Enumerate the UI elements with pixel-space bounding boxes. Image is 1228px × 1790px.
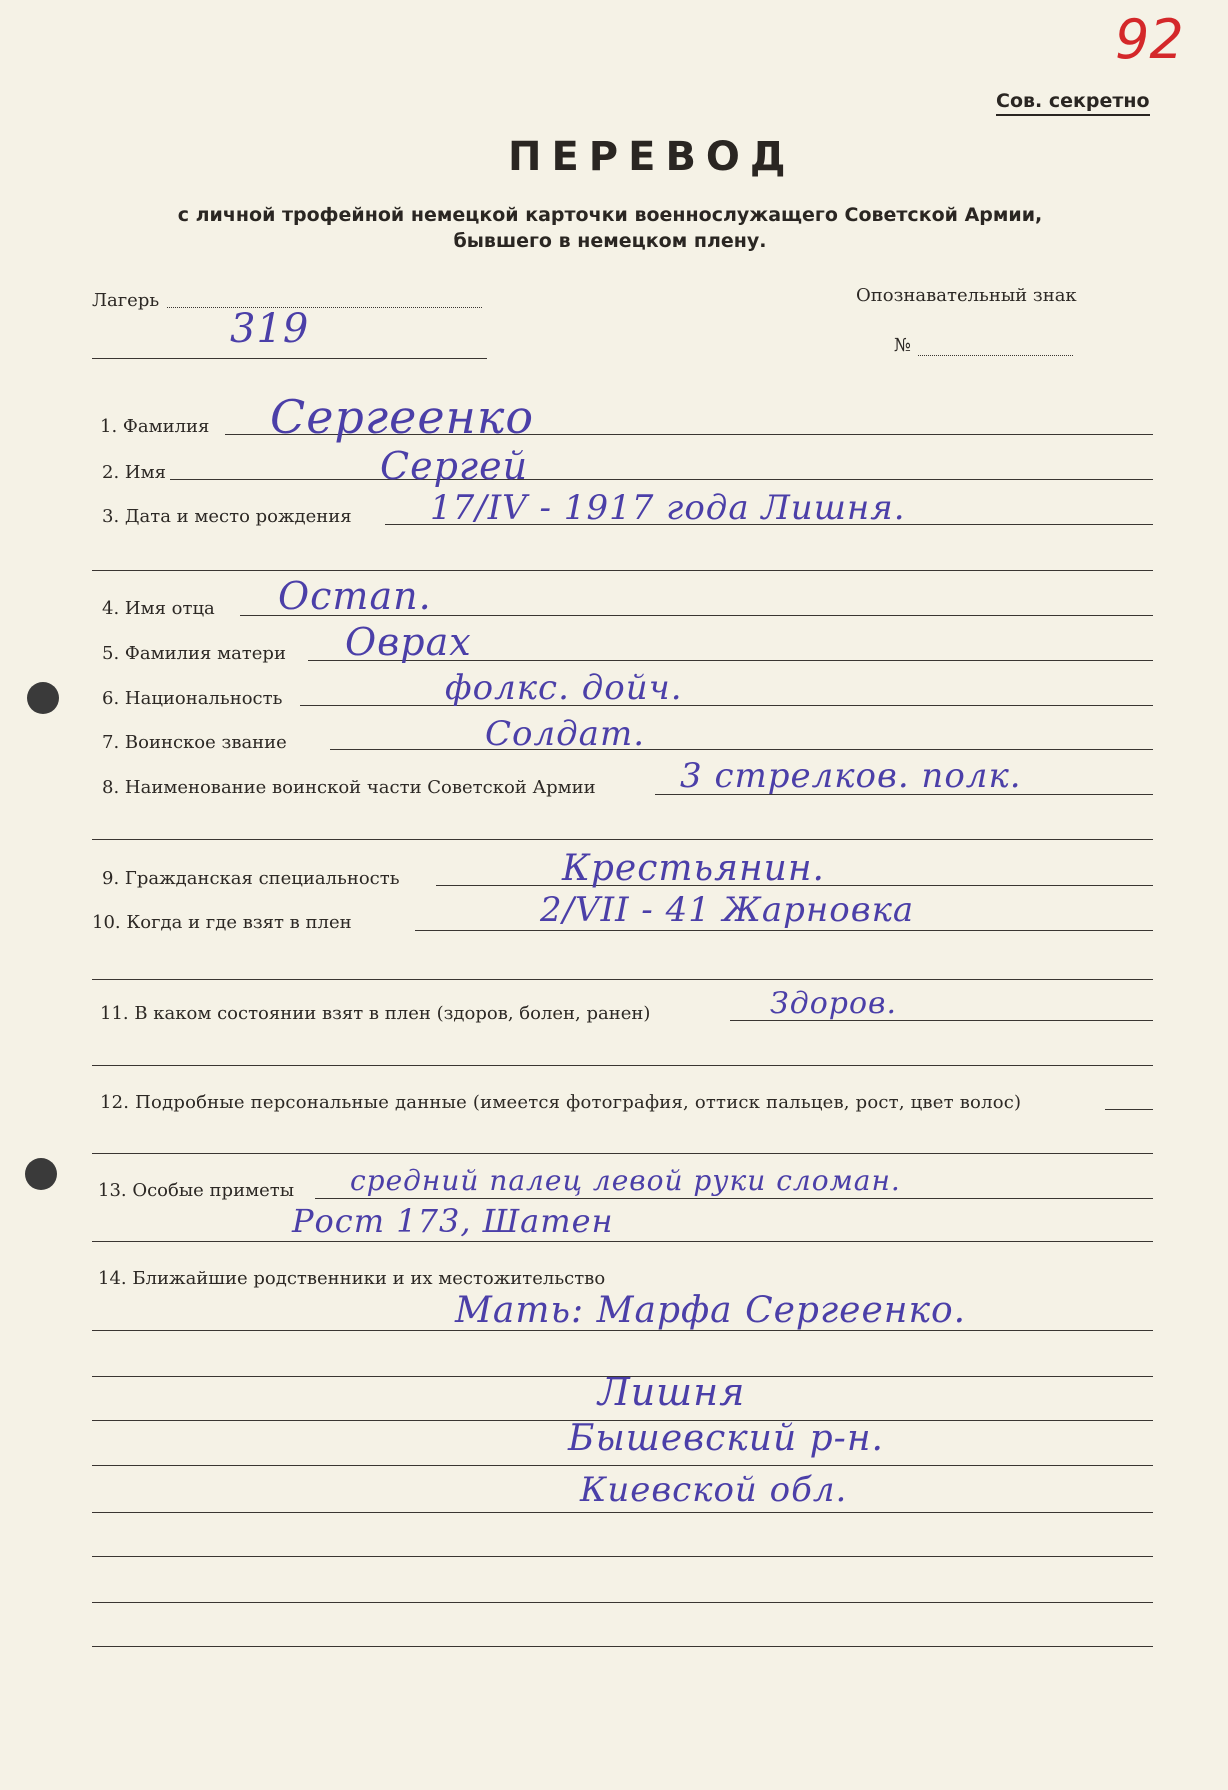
id-tag-dotted-line [918, 355, 1073, 356]
father-value: Остап. [278, 574, 432, 618]
relatives-line-7 [92, 1646, 1153, 1647]
punch-hole-top [27, 682, 59, 714]
marks-line-2 [92, 1241, 1153, 1242]
classification-stamp: Сов. секретно [996, 90, 1150, 116]
camp-value: 319 [230, 306, 310, 352]
captured-value: 2/VII - 41 Жарновка [540, 890, 915, 930]
birth-label: 3. Дата и место рождения [102, 506, 352, 527]
personal-line [1105, 1109, 1153, 1110]
relatives-value-2: Лишня [598, 1370, 746, 1414]
id-tag-number-label: № [894, 335, 912, 356]
rank-label: 7. Воинское звание [102, 732, 287, 753]
rank-value: Солдат. [485, 714, 645, 754]
nationality-line [300, 705, 1153, 706]
relatives-line-4 [92, 1512, 1153, 1513]
mother-label: 5. Фамилия матери [102, 643, 286, 664]
rank-line [330, 749, 1153, 750]
unit-label: 8. Наименование воинской части Советской Армии [102, 777, 596, 798]
nationality-label: 6. Национальность [102, 688, 283, 709]
captured-line-2 [92, 979, 1153, 980]
relatives-value-3: Бышевский р-н. [568, 1418, 884, 1459]
relatives-line-3 [92, 1465, 1153, 1466]
personal-label: 12. Подробные персональные данные (имеется фотография, оттиск пальцев, рост, цвет волос) [100, 1092, 1022, 1113]
birth-value: 17/IV - 1917 года Лишня. [430, 488, 906, 528]
profession-value: Крестьянин. [562, 848, 825, 889]
document-subtitle [140, 202, 1080, 254]
sheet-number: 92 [1115, 8, 1184, 71]
punch-hole-bottom [25, 1158, 57, 1190]
camp-underline [92, 358, 487, 359]
relatives-value-4: Киевской обл. [580, 1470, 848, 1510]
surname-label: 1. Фамилия [100, 416, 210, 437]
captured-line [415, 930, 1153, 931]
personal-line-2 [92, 1153, 1153, 1154]
relatives-value-1: Мать: Марфа Сергеенко. [455, 1290, 967, 1331]
relatives-line-6 [92, 1602, 1153, 1603]
id-tag-label: Опознавательный знак [856, 285, 1077, 306]
unit-line-2 [92, 839, 1153, 840]
marks-line [315, 1198, 1153, 1199]
condition-value: Здоров. [770, 986, 898, 1021]
surname-value: Сергеенко [270, 390, 535, 444]
mother-value: Оврах [345, 620, 472, 664]
unit-value: 3 стрелков. полк. [680, 756, 1022, 796]
marks-label: 13. Особые приметы [98, 1180, 295, 1201]
name-label: 2. Имя [102, 462, 166, 483]
marks-value-2: Рост 173, Шатен [292, 1202, 614, 1240]
condition-label: 11. В каком состоянии взят в плен (здоров, болен, ранен) [100, 1003, 651, 1024]
marks-value-1: средний палец левой руки сломан. [350, 1164, 901, 1197]
name-line [170, 479, 1153, 480]
name-value: Сергей [380, 444, 529, 488]
father-label: 4. Имя отца [102, 598, 215, 619]
subtitle-line-2: бывшего в немецком плену. [453, 230, 767, 252]
document-title: ПЕРЕВОД [508, 134, 796, 180]
profession-label: 9. Гражданская специальность [102, 868, 400, 889]
subtitle-line-1: с личной трофейной немецкой карточки военнослужащего Советской Армии, [177, 204, 1043, 226]
camp-label: Лагерь [92, 290, 160, 311]
condition-line-2 [92, 1065, 1153, 1066]
captured-label: 10. Когда и где взят в плен [92, 912, 352, 933]
birth-line-2 [92, 570, 1153, 571]
relatives-line-5 [92, 1556, 1153, 1557]
camp-dotted-line [167, 307, 482, 308]
relatives-label: 14. Ближайшие родственники и их местожительство [98, 1268, 606, 1289]
nationality-value: фолкс. дойч. [445, 668, 683, 708]
